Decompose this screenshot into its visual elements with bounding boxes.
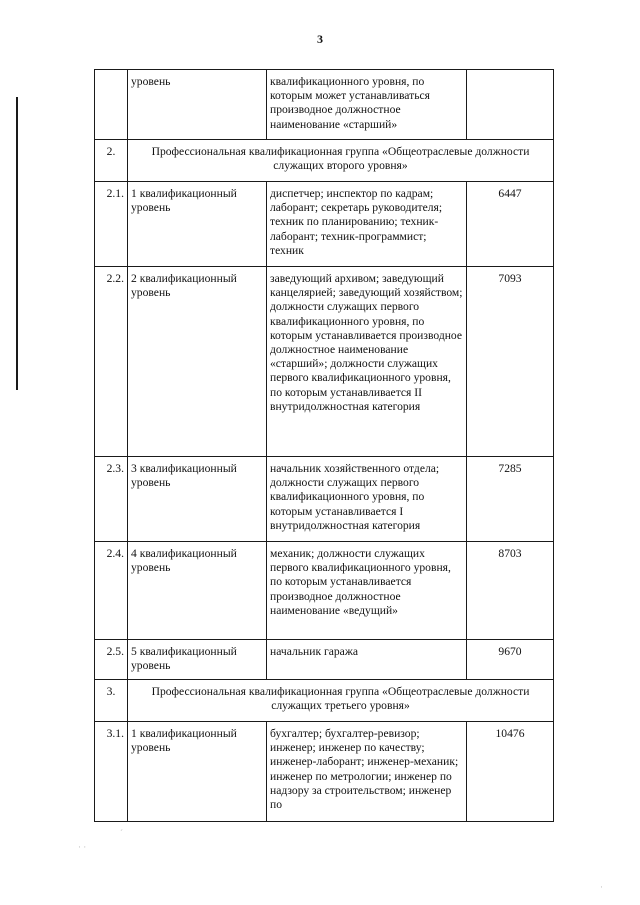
table-row — [95, 70, 554, 140]
table-row — [95, 640, 554, 680]
row-number: 2.3. — [95, 457, 128, 542]
positions-list: бухгалтер; бухгалтер-ревизор; инженер; инженер по качеству; инженер-лаборант; инженер-механик; инженер по метрологии; инженер по надзору за строительством; инженер по — [267, 722, 467, 822]
table-row — [95, 722, 554, 822]
scan-speck: ˊ — [120, 828, 123, 838]
group-row — [95, 140, 554, 182]
salary-value: 7093 — [467, 267, 554, 457]
positions-list: механик; должности служащих первого квалификационного уровня, по которым устанавливается производное должностное наименование «ведущий» — [267, 542, 467, 640]
positions-list: заведующий архивом; заведующий канцелярией; заведующий хозяйством; должности служащих первого квалификационного уровня, по которым устанавливается производное должностное наименование «старший»; должности служащих первого квалификационного уровня, по которым устанавливается II внутридолжностная категория — [267, 267, 467, 457]
scan-speck: · — [600, 882, 603, 892]
row-number: 2.2. — [95, 267, 128, 457]
group-title: Профессиональная квалификационная группа «Общеотраслевые должности служащих третьего уровня» — [128, 680, 554, 722]
qualification-level: 2 квалификационный уровень — [128, 267, 267, 457]
scan-speck: · · — [78, 842, 87, 852]
positions-list: диспетчер; инспектор по кадрам; лаборант; секретарь руководителя; техник по планированию; техник-лаборант; техник-программист; техник — [267, 182, 467, 267]
table-row — [95, 267, 554, 457]
qualification-table — [94, 69, 554, 822]
row-number — [95, 70, 128, 140]
row-number: 2.1. — [95, 182, 128, 267]
group-title: Профессиональная квалификационная группа «Общеотраслевые должности служащих второго уровня» — [128, 140, 554, 182]
table-row — [95, 182, 554, 267]
qualification-level: 5 квалификационный уровень — [128, 640, 267, 680]
salary-value: 7285 — [467, 457, 554, 542]
positions-list: начальник гаража — [267, 640, 467, 680]
salary-value: 8703 — [467, 542, 554, 640]
positions-list: начальник хозяйственного отдела; должности служащих первого квалификационного уровня, по которым устанавливается I внутридолжностная категория — [267, 457, 467, 542]
table-row — [95, 542, 554, 640]
row-number: 2.4. — [95, 542, 128, 640]
page-number: 3 — [317, 32, 323, 46]
qualification-level: 3 квалификационный уровень — [128, 457, 267, 542]
group-number: 3. — [95, 680, 128, 722]
group-number: 2. — [95, 140, 128, 182]
margin-line — [16, 97, 18, 390]
group-row — [95, 680, 554, 722]
qualification-level: 1 квалификационный уровень — [128, 722, 267, 822]
salary-value: 9670 — [467, 640, 554, 680]
salary-value: 10476 — [467, 722, 554, 822]
row-number: 3.1. — [95, 722, 128, 822]
salary-value: 6447 — [467, 182, 554, 267]
salary-value — [467, 70, 554, 140]
positions-list: квалификационного уровня, по которым может устанавливаться производное должностное наименование «старший» — [267, 70, 467, 140]
table-row — [95, 457, 554, 542]
qualification-level: 4 квалификационный уровень — [128, 542, 267, 640]
qualification-level: уровень — [128, 70, 267, 140]
qualification-level: 1 квалификационный уровень — [128, 182, 267, 267]
row-number: 2.5. — [95, 640, 128, 680]
